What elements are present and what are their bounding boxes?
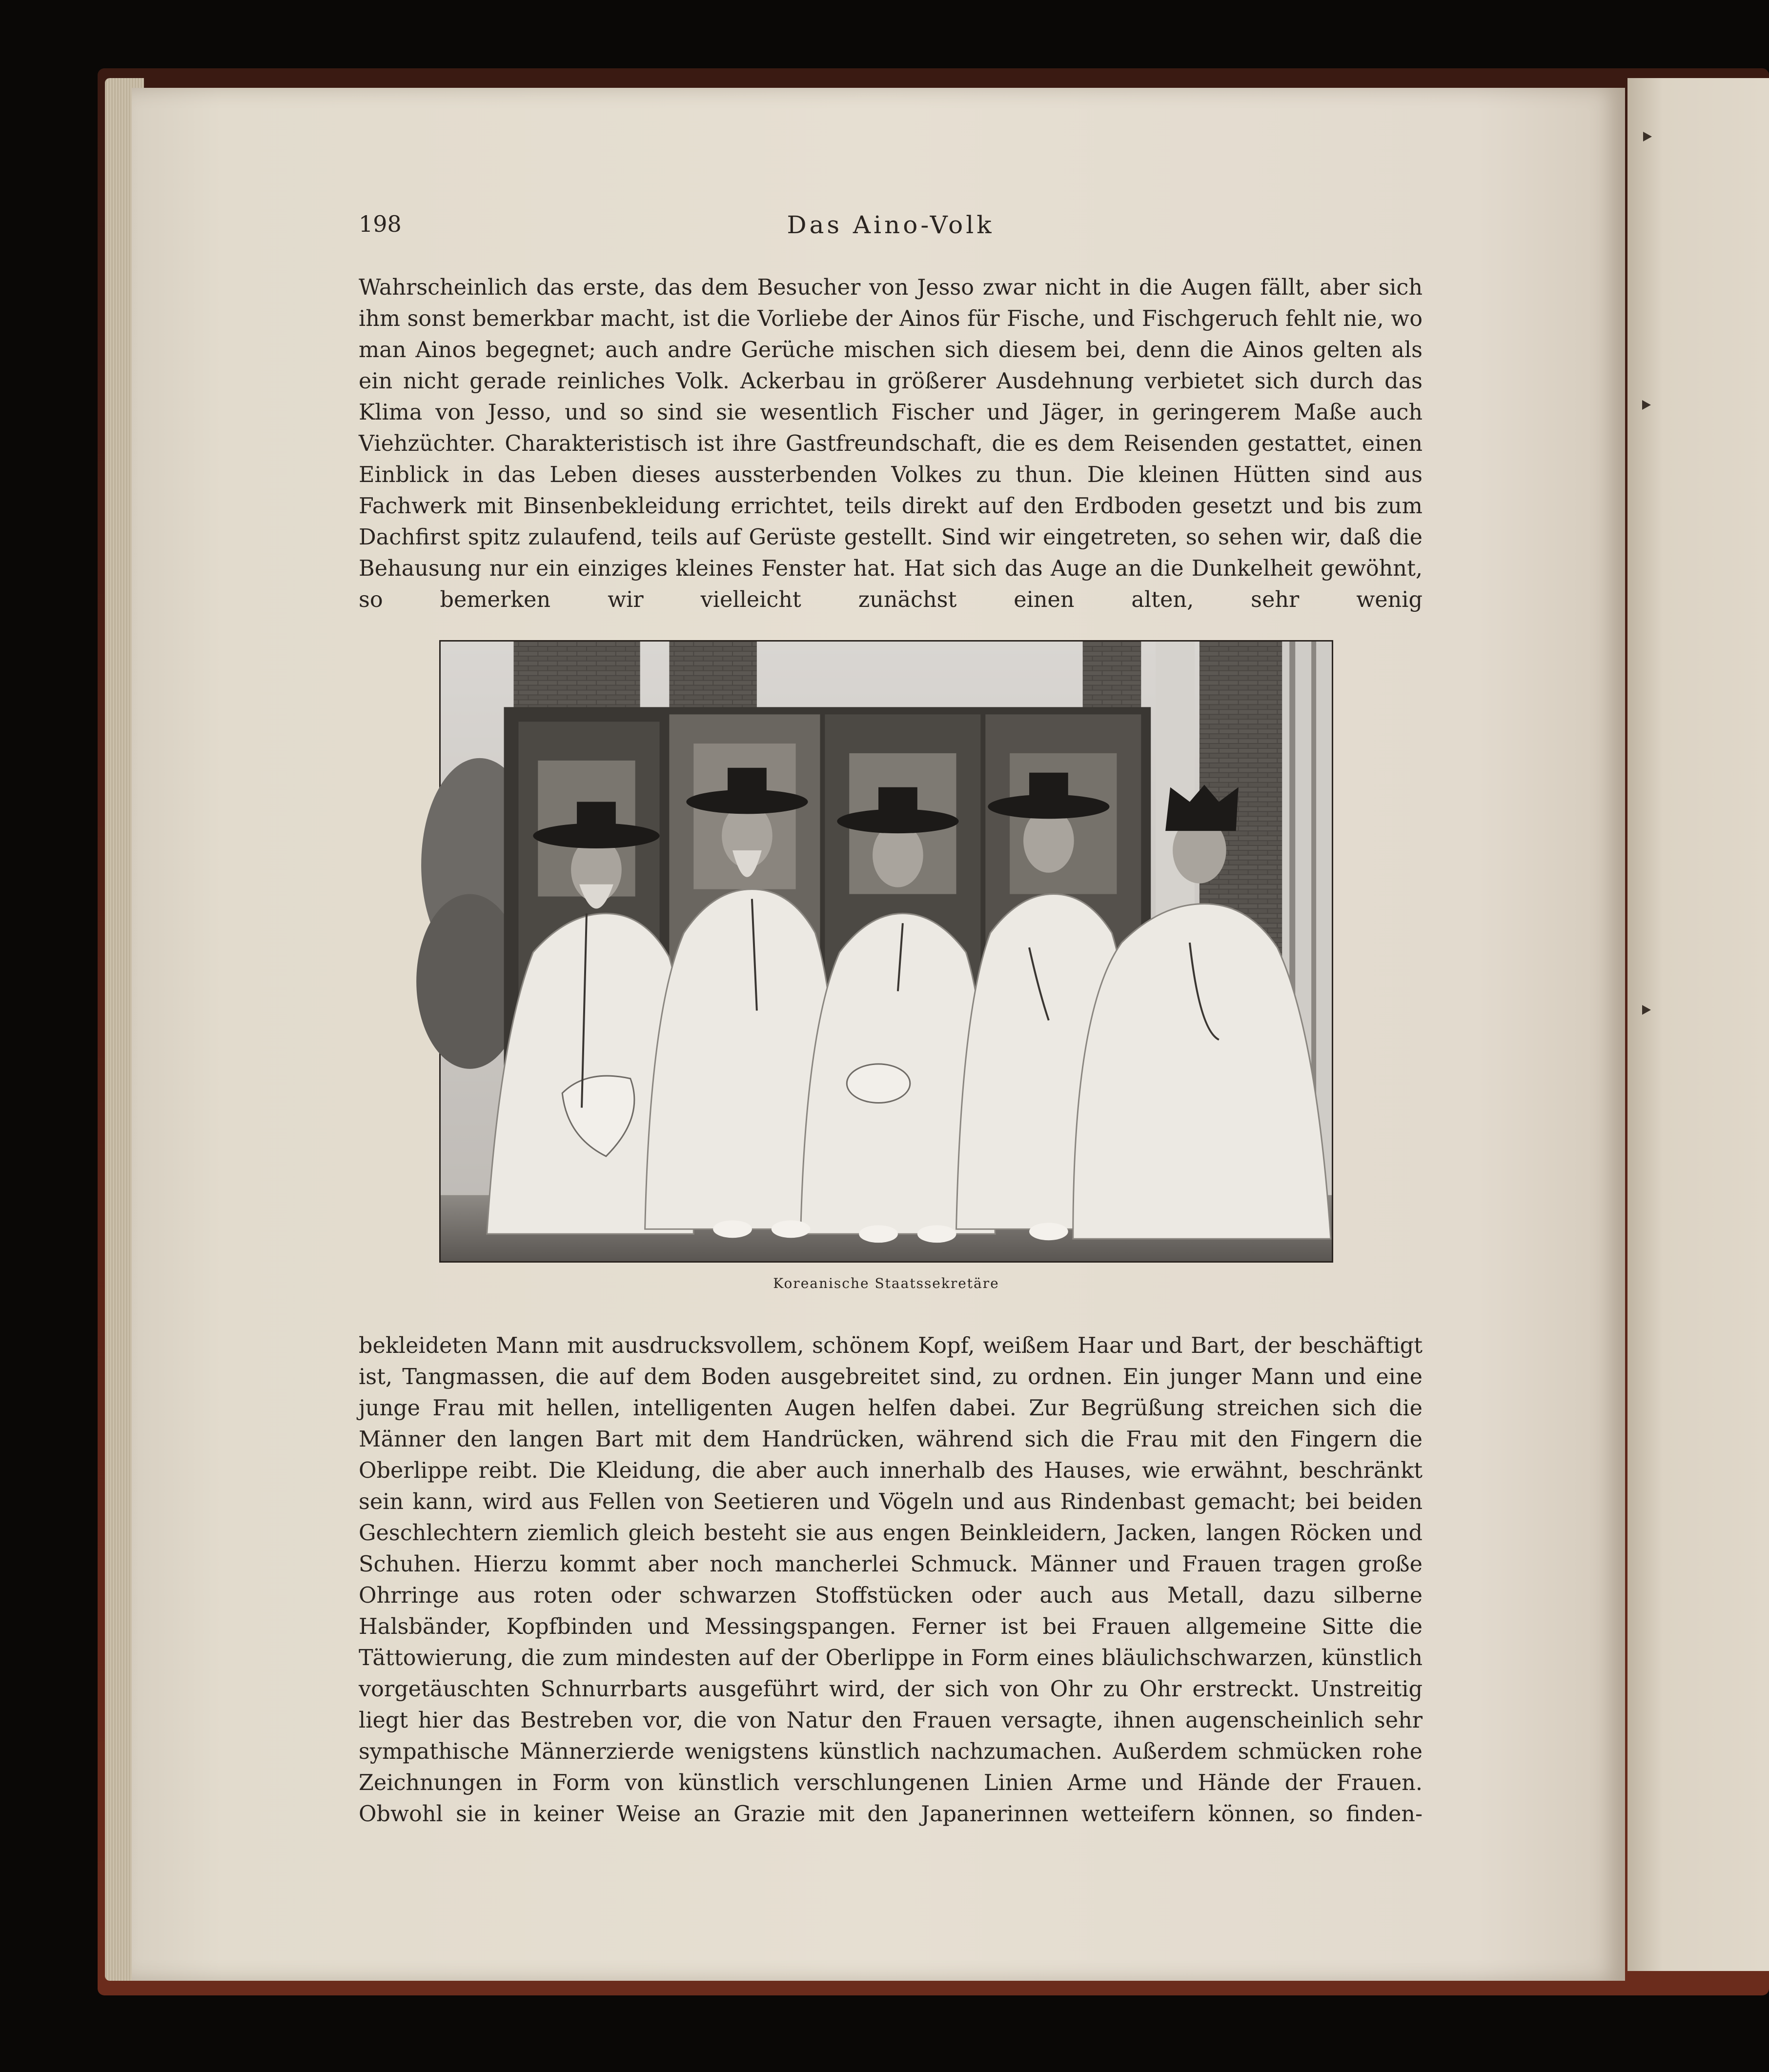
running-head: Das Aino-Volk [787, 211, 995, 239]
margin-mark-icon [1643, 132, 1652, 141]
facing-page [1627, 78, 1769, 1971]
paragraph-top: Wahrscheinlich das erste, das dem Besucher von Jesso zwar nicht in die Augen fällt, aber sich ihm sonst bemerkbar macht, ist die Vorliebe der Ainos für Fische, und Fischgeruch fehlt nie, wo man Ainos begegnet; auch andre Gerüche mischen sich diesem bei, denn die Ainos gelten als ein nicht gerade reinliches Volk. Ackerbau in größerer Ausdehnung verbietet sich durch das Klima von Jesso, und so sind sie wesentlich Fischer und Jäger, in geringerem Maße auch Viehzüchter. Charakteristisch ist ihre Gastfreundschaft, die es dem Reisenden gestattet, einen Einblick in das Leben dieses aussterbenden Volkes zu thun. Die kleinen Hütten sind aus Fachwerk mit Binsenbekleidung errichtet, teils direkt auf den Erdboden gesetzt und bis zum Dachfirst spitz zulaufend, teils auf Gerüste gestellt. Sind wir eingetreten, so sehen wir, daß die Behausung nur ein einziges kleines Fenster hat. Hat sich das Auge an die Dunkelheit gewöhnt, so bemerken wir vielleicht zunächst einen alten, sehr wenig [359, 275, 1423, 612]
photograph-image [441, 642, 1332, 1261]
photograph [439, 640, 1333, 1263]
text-block-top [359, 272, 1423, 612]
figure-caption: Koreanische Staatssekretäre [773, 1275, 999, 1291]
margin-mark-icon [1642, 400, 1651, 410]
text-block-bottom [359, 1330, 1423, 1827]
paragraph-bottom: bekleideten Mann mit ausdrucksvollem, schönem Kopf, weißem Haar und Bart, der beschäftigt ist, Tangmassen, die auf dem Boden ausgebreitet sind, zu ordnen. Ein junger Mann und eine junge Frau mit hellen, intelligenten Augen helfen dabei. Zur Begrüßung streichen sich die Männer den langen Bart mit dem Handrücken, während sich die Frau mit den Fingern die Oberlippe reibt. Die Kleidung, die aber auch innerhalb des Hauses, wie erwähnt, beschränkt sein kann, wird aus Fellen von Seetieren und Vögeln und aus Rindenbast gemacht; bei beiden Geschlechtern ziemlich gleich besteht sie aus engen Beinkleidern, Jacken, langen Röcken und Schuhen. Hierzu kommt aber noch mancherlei Schmuck. Männer und Frauen tragen große Ohrringe aus roten oder schwarzen Stoffstücken oder auch aus Metall, dazu silberne Halsbänder, Kopfbinden und Messingspangen. Ferner ist bei Frauen allgemeine Sitte die Tättowierung, die zum mindesten auf der Oberlippe in Form eines bläulichschwarzen, künstlich vorgetäuschten Schnurrbarts ausgeführt wird, der sich von Ohr zu Ohr erstreckt. Unstreitig liegt hier das Bestreben vor, die von Natur den Frauen versagte, ihnen augenscheinlich sehr sympathische Männerzierde wenigstens künstlich nachzumachen. Außerdem schmücken rohe Zeichnungen in Form von künstlich verschlungenen Linien Arme und Hände der Frauen. Obwohl sie in keiner Weise an Grazie mit den Japanerinnen wetteifern können, so finden- [359, 1333, 1423, 1827]
page-header [359, 211, 1423, 245]
page-number: 198 [359, 211, 402, 237]
margin-mark-icon [1642, 1005, 1651, 1015]
